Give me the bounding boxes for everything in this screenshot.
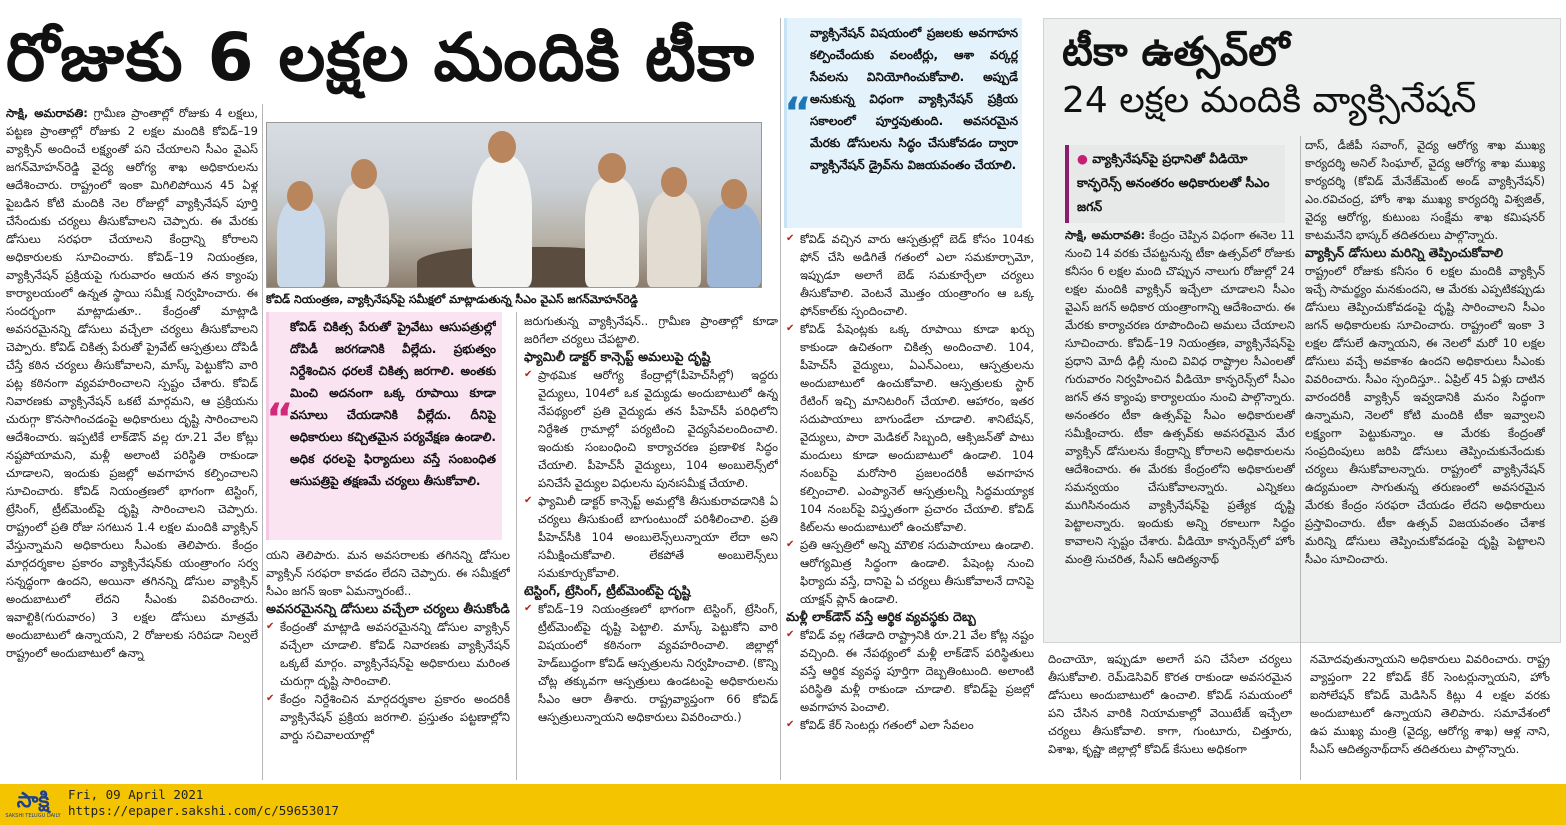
bullet-item: ✔ కేంద్రంతో మాట్లాడి అవసరమైనన్ని డోసుల వ్యాక్సిన్ వచ్చేలా చూడాలి. కోవిడ్ నివారణకు వ్యాక్సినేషన్ ఒక్కటే మార్గం. వ్యాక్సినేషన్‌పై అధికారులు మరింత చురుగ్గా దృష్టి సారించాలి.	[266, 618, 510, 690]
bullet-item: ✔ కోవిడ్ వల్ల గతేడాది రాష్ట్రానికి రూ.21 వేల కోట్ల నష్టం వచ్చింది. ఈ నేపథ్యంలో మళ్లీ లాక్‌డౌన్ పరిస్థితులు వస్తే ఆర్థిక వ్యవస్థ పూర్తిగా దెబ్బతింటుంది. అలాంటి పరిస్థితి మళ్లీ రాకుండా చూడాలి. కోవిడ్‌పై ప్రజల్లో అవగాహన పెంచాలి.	[786, 626, 1034, 716]
column-3-text: జరుగుతున్న వ్యాక్సినేషన్.. గ్రామీణ ప్రాంతాల్లో కూడా జరిగేలా చర్యలు చేపట్టాలి.	[524, 314, 778, 346]
sidebar-article-text: రాష్ట్రంలో రోజుకు కనీసం 6 లక్షల మందికి వ్యాక్సిన్ ఇచ్చే సామర్థ్యం మనకుందని, ఆ మేరకు ఎప్పటికప్పుడు డోసులు తెప్పించుకోవడంపై దృష్టి సారించాలని సీఎం జగన్ అధికారులకు సూచించారు. రాష్ట్రంలో ఇంకా 3 లక్షల డోసులే ఉన్నాయని, ఈ నెలలో మరో 10 లక్షల డోసులు వచ్చే అవకాశం ఉందని అధికారులు సీఎంకు వివరించారు. సీఎం స్పందిస్తూ.. ఏప్రిల్ 45 ఏళ్లు దాటిన వారందరికీ వ్యాక్సిన్ ఇవ్వడానికి మనం సిద్ధంగా ఉన్నామని, నెలలో కోటి మందికి టీకా ఇవ్వాలని లక్ష్యంగా పెట్టుకున్నాం. ఆ మేరకు కేంద్రంతో సంప్రదింపులు జరిపి డోసులు తెప్పించుకునేందుకు చర్యలు తీసుకోవాలన్నారు. రాష్ట్రంలో వ్యాక్సినేషన్ ఉద్యమంలా సాగుతున్న తరుణంలో అవసరమైన మేరకు కేంద్రం సరఫరా చేయడం లేదని అధికారులు ప్రస్తావించారు. టీకా ఉత్సవ్ విజయవంతం చేశాక మరిన్ని డోసులు తెప్పించుకోవడంపై దృష్టి పెట్టాలని సీఎం సూచించారు.	[1305, 264, 1545, 566]
footer-url-link[interactable]: https://epaper.sakshi.com/c/59653017	[68, 803, 339, 818]
quote-icon: “	[784, 88, 812, 137]
column-divider	[780, 18, 781, 780]
continuation-column-1	[1048, 650, 1292, 780]
article-column-1	[6, 104, 258, 780]
bullet-list	[524, 366, 778, 582]
dateline: సాక్షి, అమరావతి:	[6, 106, 88, 120]
continuation-text: దించాయో, ఇప్పుడూ అలాగే పని చేసేలా చర్యలు తీసుకోవాలి. రెమ్‌డెసివిర్ కొరత రాకుండా అవసరమైన డోసులు అందుబాటులో ఉంచాలి. కోవిడ్ సమయంలో పని చేసిన వారికి నియామకాల్లో వెయిటేజ్ ఇచ్చేలా చర్యలు తీసుకోవాలి. కాగా, గుంటూరు, చిత్తూరు, విశాఖ, కృష్ణా జిల్లాల్లో కోవిడ్ కేసులు అధికంగా	[1048, 652, 1292, 756]
section-subhead: ఫ్యామిలీ డాక్టర్ కాన్సెప్ట్ అమలుపై దృష్టి	[524, 349, 711, 364]
photo-person	[277, 199, 325, 287]
bullet-item: ✔ కేంద్రం నిర్దేశించిన మార్గదర్శకాల ప్రకారం అందరికీ వ్యాక్సినేషన్ ప్రక్రియ జరగాలి. ప్రస్తుతం పట్టణాల్లోని వార్డు సచివాలయాల్లో	[266, 690, 510, 744]
photo-person	[647, 191, 701, 287]
sidebar-article-column-1	[1065, 226, 1295, 638]
article-column-3	[524, 312, 778, 780]
bullet-item: ✔ కోవిడ్ వచ్చిన వారు ఆస్పత్రుల్లో బెడ్ కోసం 104కు ఫోన్ చేసి అడిగితే గతంలో ఎలా సమకూర్చామో, ఇప్పుడూ అలాగే బెడ్ సమకూర్చేలా చర్యలు తీసుకోవాలి. వెంటనే మొత్తం యంత్రాంగం ఆ ఒక్క ఫోన్‌కాల్‌కు స్పందించాలి.	[786, 230, 1034, 320]
sidebar-note-text: వ్యాక్సినేషన్‌పై ప్రధానితో వీడియో కాన్ఫరెన్స్ అనంతరం అధికారులతో సీఎం జగన్	[1077, 151, 1270, 214]
article-body-text: గ్రామీణ ప్రాంతాల్లో రోజుకు 4 లక్షలు, పట్టణ ప్రాంతాల్లో రోజుకు 2 లక్షల మందికి కోవిడ్–19 వ్యాక్సిన్ అందించే లక్ష్యంతో పని చేయాలని సీఎం వైఎస్ జగన్‌మోహన్‌రెడ్డి వైద్య ఆరోగ్య శాఖ అధికారులను ఆదేశించారు. రాష్ట్రంలో ఇంకా మిగిలిపోయిన 45 ఏళ్ల పైబడిన కోటి మందికి నెల రోజుల్లో వ్యాక్సినేషన్ పూర్తి చేసేందుకు చర్యలు తీసుకోవాలని చెప్పారు. ఈ మేరకు డోసులు సరఫరా చేయాలని కేంద్రాన్ని కోరాలని అధికారులకు సూచించారు. కోవిడ్–19 నియంత్రణ, వ్యాక్సినేషన్ ప్రక్రియపై గురువారం ఆయన తన క్యాంపు కార్యాలయంలో ఉన్నత స్థాయి సమీక్ష నిర్వహించారు. ఈ సందర్భంగా మాట్లాడుతూ.. కేంద్రంతో మాట్లాడి అవసరమైనన్ని డోసులు వచ్చేలా చర్యలు తీసుకోవాలని చెప్పారు. కోవిడ్ చికిత్స పేరుతో ప్రైవేట్ ఆస్పత్రులు దోపిడీ చేస్తే కఠిన చర్యలు తీసుకోవాలని, మాస్క్ పెట్టుకోని వారి పట్ల కఠినంగా వ్యవహరించాలని స్పష్టం చేశారు. కోవిడ్ నివారణకు వ్యాక్సినేషన్ ఒకటే మార్గమని, ఆ ప్రక్రియను చురుగ్గా కొనసాగించడంపై అధికారులు దృష్టి సారించాలని ఆదేశించారు. ఇప్పటికే లాక్‌డౌన్ వల్ల రూ.21 వేల కోట్లు నష్టపోయామని, మళ్లీ అలాంటి పరిస్థితి రాకుండా చూడాలని, ఇందుకు ప్రజల్లో అవగాహన కల్పించాలని సూచించారు. కోవిడ్ నియంత్రణలో భాగంగా టెస్టింగ్, ట్రేసింగ్, ట్రీట్‌మెంట్‌పై దృష్టి సారించాలని చెప్పారు. రాష్ట్రంలో ప్రతి రోజు సగటున 1.4 లక్షల మందికి వ్యాక్సిన్ వేస్తున్నామని అధికారులు సీఎంకు తెలిపారు. కేంద్రం మార్గదర్శకాల ప్రకారం వ్యాక్సినేషన్‌కు యంత్రాంగం సర్వ సన్నద్ధంగా ఉందని, అయినా తగినన్ని డోసుల వ్యాక్సిన్ అందుబాటులో లేదని సీఎంకు వివరించారు. ఇవాల్టికి(గురువారం) 3 లక్షల డోసులు మాత్రమే అందుబాటులో ఉన్నాయని, 2 రోజులకు సరిపడా నిల్వలే రాష్ట్రంలో అందుబాటులో ఉన్నా	[6, 106, 258, 660]
sidebar-article-note	[1065, 145, 1285, 223]
photo-person-head	[287, 181, 313, 211]
photo-person	[472, 155, 532, 287]
footer-info	[68, 787, 339, 819]
sakshi-logo-tagline: SAKSHI TELUGU DAILY	[5, 813, 61, 819]
photo-person	[707, 203, 761, 287]
footer-date: Fri, 09 April 2021	[68, 787, 204, 802]
sidebar-article-column-2	[1305, 136, 1545, 638]
photo-person-head	[488, 131, 516, 163]
photo-caption: కోవిడ్ నియంత్రణ, వ్యాక్సినేషన్‌పై సమీక్షలో మాట్లాడుతున్న సీఎం వైఎస్ జగన్‌మోహన్‌రెడ్డి	[266, 293, 638, 306]
column-2-text: యని తెలిపారు. మన అవసరాలకు తగినన్ని డోసుల వ్యాక్సిన్ సరఫరా కావడం లేదని చెప్పారు. ఈ సమీక్షలో సీఎం జగన్ ఇంకా ఏమన్నారంటే..	[266, 548, 510, 598]
photo-person	[585, 177, 639, 287]
bullet-item: ✔ కోవిడ్ కేర్ సెంటర్లు గతంలో ఎలా సేవలం	[786, 716, 1034, 734]
bullet-list	[786, 626, 1034, 734]
sidebar-article-text: దాస్, డీజీపీ సవాంగ్, వైద్య ఆరోగ్య శాఖ ముఖ్య కార్యదర్శి అనిల్ సింఘాల్, వైద్య ఆరోగ్య శాఖ ముఖ్య కార్యదర్శి (కోవిడ్ మేనేజ్‌మెంట్ అండ్ వ్యాక్సినేషన్) ఎం.రవిచంద్ర, హోం శాఖ ముఖ్య కార్యదర్శి విశ్వజిత్, వైద్య ఆరోగ్య, కుటుంబ సంక్షేమ శాఖ కమిషనర్ కాటమనేని భాస్కర్ తదితరులు పాల్గొన్నారు.	[1305, 138, 1545, 242]
bullet-item: ✔ ఫ్యామిలీ డాక్టర్ కాన్సెప్ట్ అమల్లోకి తీసుకురావడానికి ఏ చర్యలు తీసుకుంటే బాగుంటుందో పరిశీలించాలి. ప్రతి పీహెచ్‌సీకి 104 అంబులెన్స్‌లున్నాయా లేదా అని సమీక్షించుకోవాలి. లేకపోతే అంబులెన్స్‌లు సమకూర్చుకోవాలి.	[524, 492, 778, 582]
photo-person	[337, 183, 389, 287]
meeting-photo	[266, 122, 762, 288]
photo-person-head	[351, 159, 377, 189]
pull-quote-text: వ్యాక్సినేషన్ విషయంలో ప్రజలకు అవగాహన కల్పించేందుకు వలంటీర్లు, ఆశా వర్కర్ల సేవలను వినియోగించుకోవాలి. అప్పుడే అనుకున్న విధంగా వ్యాక్సినేషన్ ప్రక్రియ సకాలంలో పూర్తవుతుంది. అవసరమైన మేరకు డోసులను సిద్ధం చేసుకోవడం ద్వారా వ్యాక్సినేషన్ డ్రైవ్‌ను విజయవంతం చేయాలి.	[810, 26, 1018, 172]
bullet-item: ✔ కోవిడ్–19 నియంత్రణలో భాగంగా టెస్టింగ్, ట్రేసింగ్, ట్రీట్‌మెంట్‌పై దృష్టి పెట్టాలి. మాస్క్ పెట్టుకోని వారి విషయంలో కఠినంగా వ్యవహరించాలి. జిల్లాల్లో హెడ్‌బుద్ధంగా కోవిడ్ ఆస్పత్రులను నిర్వహించాలి. (కొన్ని చోట్ల తక్కువగా ఆస్పత్రులు ఉండటంపై అధికారులను సీఎం ఆరా తీశారు. రాష్ట్రవ్యాప్తంగా 66 కోవిడ్ ఆస్పత్రులున్నాయని అధికారులు వివరించారు.)	[524, 600, 778, 726]
section-subhead: టెస్టింగ్, ట్రేసింగ్, ట్రీట్‌మెంట్‌పై దృష్టి	[524, 583, 691, 598]
sidebar-article-subtitle: 24 లక్షల మందికి వ్యాక్సినేషన్	[1062, 80, 1477, 121]
column-divider	[1300, 136, 1301, 780]
section-subhead: మళ్లీ లాక్‌డౌన్ వస్తే ఆర్థిక వ్యవస్థకు దెబ్బ	[786, 609, 976, 624]
bullet-list	[524, 600, 778, 726]
photo-person-head	[598, 153, 626, 183]
photo-person-head	[721, 179, 747, 209]
section-subhead: అవసరమైనన్ని డోసులు వచ్చేలా చర్యలు తీసుకోండి	[266, 601, 510, 616]
column-divider	[516, 312, 517, 780]
sidebar-article-text: కేంద్రం చెప్పిన విధంగా ఈనెల 11 నుంచి 14 వరకు చేపట్టనున్న టీకా ఉత్సవ్‌లో రోజుకు కనీసం 6 లక్షల మంది చొప్పున నాలుగు రోజుల్లో 24 లక్షల మందికి వ్యాక్సిన్ ఇచ్చేలా చూడాలని సీఎం వైఎస్ జగన్ అధికార యంత్రాంగాన్ని ఆదేశించారు. ఈ మేరకు కార్యాచరణ రూపొందించి అమలు చేయాలని సూచించారు. కోవిడ్–19 నియంత్రణ, వ్యాక్సినేషన్‌పై ప్రధాని మోదీ ఢిల్లీ నుంచి వివిధ రాష్ట్రాల సీఎంలతో గురువారం నిర్వహించిన వీడియో కాన్ఫరెన్స్‌లో సీఎం జగన్ తన క్యాంపు కార్యాలయం నుంచి పాల్గొన్నారు. అనంతరం టీకా ఉత్సవ్‌పై సీఎం అధికారులతో సమీక్షించారు. టీకా ఉత్సవ్‌కు అవసరమైన మేర వ్యాక్సిన్ డోసులను కేంద్రాన్ని కోరాలని అధికారులను ఆదేశించారు. ఈ మేరకు కేంద్రంలోని అధికారులతో సమన్వయం చేసుకోవాలన్నారు. ఎన్నికలు ముగిసినందున వ్యాక్సినేషన్‌పై ప్రత్యేక దృష్టి పెట్టాలన్నారు. ఇందుకు అన్ని రకాలుగా సిద్ధం కావాలని స్పష్టం చేశారు. వీడియో కాన్ఫరెన్స్‌లో హోం మంత్రి సుచరిత, సీఎస్ ఆదిత్యనాథ్	[1065, 228, 1295, 566]
bullet-dot-icon: ●	[1077, 151, 1088, 166]
continuation-column-2	[1310, 650, 1550, 780]
bullet-item: ✔ ప్రతి ఆస్పత్రిలో అన్ని మౌలిక సదుపాయాలు ఉండాలి. ఆరోగ్యమిత్ర సిద్ధంగా ఉండాలి. పేషెంట్ల నుంచి ఫిర్యాదు వస్తే, దానిపై ఏ చర్యలు తీసుకోవాలనే దానిపై యాక్షన్ ప్లాన్ ఉండాలి.	[786, 536, 1034, 608]
bullet-list	[266, 618, 510, 744]
main-headline: రోజుకు 6 లక్షల మందికి టీకా	[6, 19, 756, 96]
article-column-4	[786, 230, 1034, 780]
sakshi-logo: సాక్షి	[16, 788, 50, 812]
bullet-item: ✔ కోవిడ్ పేషెంట్లకు ఒక్క రూపాయి కూడా ఖర్చు కాకుండా ఉచితంగా చికిత్స అందించాలి. 104, పీహెచ్‌సీ వైద్యులు, ఏఎన్ఎంలు, ఆస్పత్రులను అందుబాటులో ఉంచుకోవాలి. ఆస్పత్రులకు స్టార్ రేటింగ్ ఇచ్చి మానిటరింగ్ చేయాలి. ఆహారం, ఇతర సదుపాయాలు బాగుండేలా చూడాలి. శానిటేషన్, వైద్యులు, పారా మెడికల్ సిబ్బంది, ఆక్సిజన్‌తో పాటు మందులు కూడా అందుబాటులో ఉండాలి. 104 నంబర్‌పై మరోసారి ప్రజలందరికీ అవగాహన కల్పించాలి. ఎంప్యానెల్ ఆస్పత్రులన్నీ సిద్ధమయ్యాక 104 నంబర్‌పై విస్తృతంగా ప్రచారం చేయాలి. కోవిడ్ కిట్‌లను అందుబాటులో ఉంచుకోవాలి.	[786, 320, 1034, 536]
continuation-text: నమోదవుతున్నాయని అధికారులు వివరించారు. రాష్ట్ర వ్యాప్తంగా 22 కోవిడ్ కేర్ సెంటర్లున్నాయని, హోం ఐసోలేషన్ కోవిడ్ మెడిసిన్ కిట్లు 4 లక్షల వరకు అందుబాటులో ఉన్నాయని తెలిపారు. సమావేశంలో ఉప ముఖ్య మంత్రి (వైద్య, ఆరోగ్య శాఖ) ఆళ్ల నాని, సీఎస్ ఆదిత్యనాథ్‌దాస్ తదితరులు పాల్గొన్నారు.	[1310, 652, 1550, 756]
sidebar-article-title: టీకా ఉత్సవ్‌లో	[1062, 29, 1290, 75]
quote-icon: “	[266, 394, 294, 443]
column-divider	[262, 104, 263, 780]
bullet-item: ✔ ప్రాథమిక ఆరోగ్య కేంద్రాల్లో(పీహెచ్‌సీల్లో) ఇద్దరు వైద్యులు, 104లో ఒక వైద్యుడు అందుబాటులో ఉన్న నేపథ్యంలో ప్రతి వైద్యుడు తన పీహెచ్‌సీ పరిధిలోని నిర్దేశిత గ్రామాల్లో పర్యటించి వైద్యసేవలందించాలి. ఇందుకు సంబంధించి కార్యాచరణ ప్రణాళిక సిద్ధం చేయాలి. పీహెచ్‌సీ వైద్యులు, 104 అంబులెన్స్‌లో పనిచేసే వైద్యుల విధులను పునఃసమీక్ష చేయాలి.	[524, 366, 778, 492]
article-column-2	[266, 546, 510, 780]
section-subhead: వ్యాక్సిన్ డోసులు మరిన్ని తెప్పించుకోవాలి	[1305, 245, 1504, 260]
dateline: సాక్షి, అమరావతి:	[1065, 228, 1146, 242]
photo-person-head	[661, 167, 687, 197]
bullet-list	[786, 230, 1034, 608]
pull-quote-text: కోవిడ్ చికిత్స పేరుతో ప్రైవేటు ఆసుపత్రుల్లో దోపిడీ జరగడానికి వీల్లేదు. ప్రభుత్వం నిర్దేశించిన ధరలకే చికిత్స జరగాలి. అంతకు మించి అదనంగా ఒక్క రూపాయి కూడా వసూలు చేయడానికి వీల్లేదు. దీనిపై అధికారులు కచ్చితమైన పర్యవేక్షణ ఉండాలి. అధిక ధరలపై ఫిర్యాదులు వస్తే సంబంధిత ఆసుపత్రిపై తక్షణమే చర్యలు తీసుకోవాలి.	[290, 320, 496, 488]
